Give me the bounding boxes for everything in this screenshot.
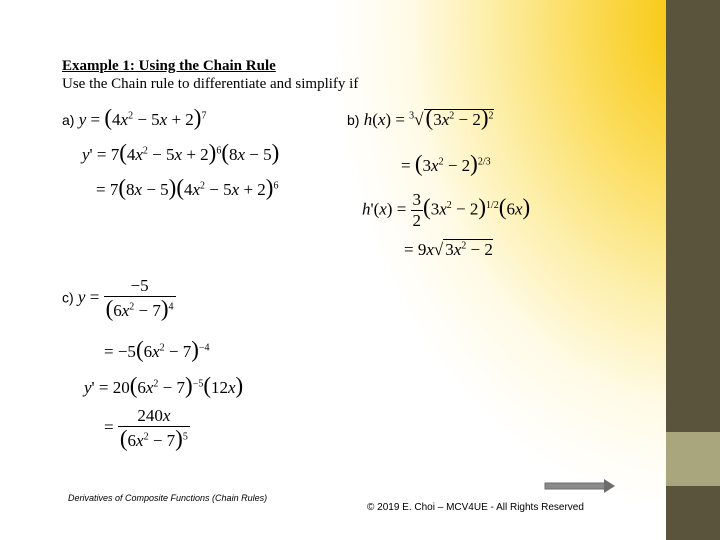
sidebar-bar-dark	[666, 0, 720, 432]
part-a-label: a)	[62, 112, 75, 128]
slide-title: Example 1: Using the Chain Rule	[62, 58, 276, 74]
part-b-step2: h'(x) = $\frac{3}{2}$ $(3x^2 - 2)^{1/2}(6x)$	[362, 190, 531, 230]
part-b-step1: = $(3x^2 - 2)^{2/3}$	[401, 151, 491, 176]
part-c-step3: = $\frac{240x}{(6x^2 - 7)^5}$	[104, 406, 188, 451]
part-b-equation: b) $h(x) = ^3√(3x^2 - 2)^2$	[347, 105, 494, 130]
part-a-equation: a) $y = (4x^2 - 5x + 2)^7$	[62, 105, 207, 130]
part-a-step1: $y' = 7(4x^2 - 5x + 2)^6(8x - 5)$	[82, 140, 280, 165]
right-arrow-icon[interactable]	[544, 478, 616, 494]
footer-course-title: Derivatives of Composite Functions (Chain Rules)	[68, 493, 268, 503]
part-a-step2: = $7(8x - 5)(4x^2 - 5x + 2)^6$	[96, 175, 279, 200]
sidebar-bar-olive	[666, 432, 720, 486]
part-c-step1: = $-5(6x^2 - 7)^{-4}$	[104, 337, 210, 362]
part-c-label: c)	[62, 289, 74, 306]
part-c-step2: $y' = 20(6x^2 - 7)^{-5}(12x)$	[84, 373, 244, 398]
slide-instruction: Use the Chain rule to differentiate and simplify if	[62, 76, 359, 92]
sidebar-bar-bottom	[666, 486, 720, 540]
slide-heading	[62, 57, 358, 93]
part-b-label: b)	[347, 112, 360, 128]
part-c-equation: c) y = $\frac{-5}{(6x^2 - 7)^4}$	[62, 276, 174, 321]
part-b-step3: = 9x√ $3x^2 - 2$	[404, 240, 493, 259]
footer-copyright: © 2019 E. Choi – MCV4UE - All Rights Reserved	[367, 502, 584, 513]
